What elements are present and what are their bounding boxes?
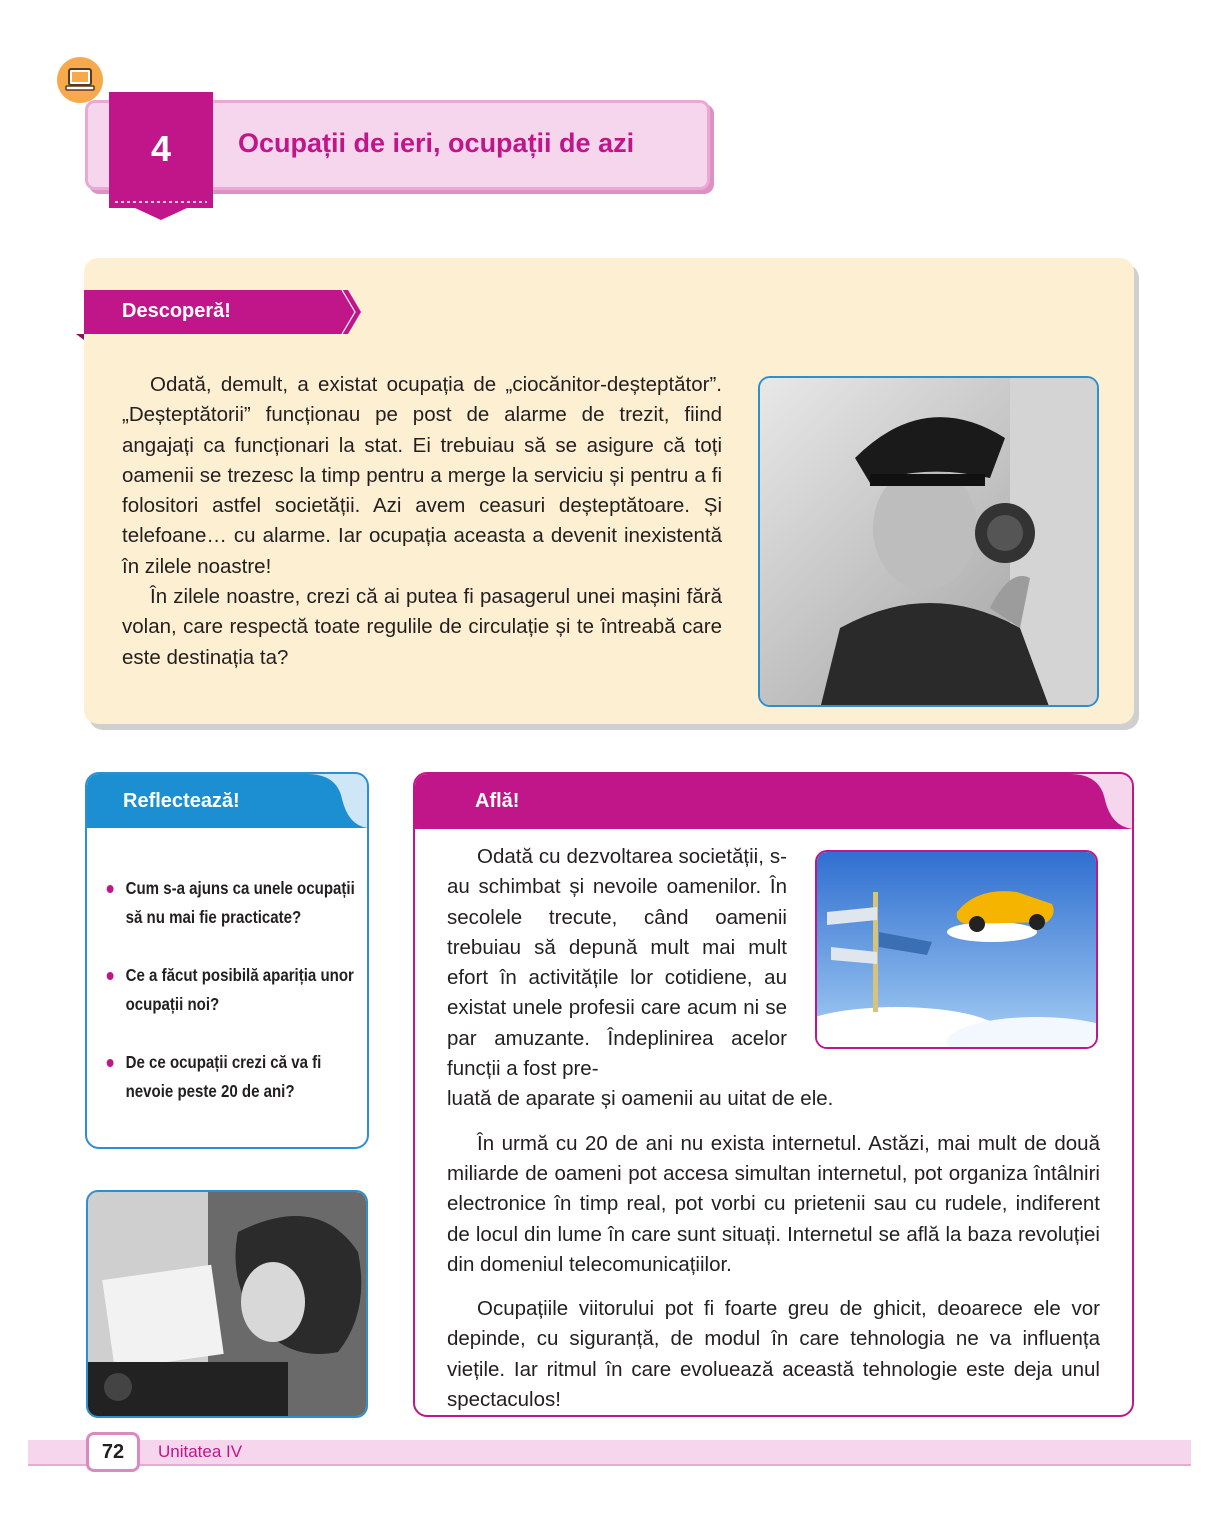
discover-text — [122, 370, 722, 673]
list-item: Cum s-a ajuns ca unele ocupații să nu mai fie practicate? — [117, 874, 358, 932]
photo-alarm-clerk — [758, 376, 1099, 707]
computer-icon — [57, 57, 103, 103]
lesson-icon-badge — [57, 57, 103, 103]
chapter-number: 4 — [150, 128, 172, 169]
reflect-heading: Reflectează! — [123, 790, 240, 812]
learn-paragraph: În urmă cu 20 de ani nu exista internetul. Astăzi, mai mult de două miliarde de oameni pot accesa simultan internetul, pot organiza întâlniri electronice în timp real, pot vorbi cu prietenii sau cu rudele, indiferent de locul din lume în care sunt situați. Internetul se află la baza revoluției din domeniul telecomunicațiilor. — [447, 1131, 1100, 1276]
discover-paragraph: Odată, demult, a existat ocupația de „ciocănitor-deșteptător”.„Deșteptătorii” funcționau pe post de alarme de trezit, fiind angajați ca funcționari la stat. Ei trebuiau să se asigure că toți oamenii se trezesc la timp pentru a merge la serviciu și pentru a fi folositori astfel societății. Azi avem ceasuri deșteptătoare. Și telefoane… cu alarme. Iar ocupația aceasta a devenit inexistentă în zilele noastre! — [122, 373, 722, 578]
learn-heading: Află! — [475, 790, 520, 812]
lesson-title: Ocupații de ieri, ocupații de azi — [238, 128, 635, 158]
reflect-box — [85, 772, 369, 1149]
bullet-icon — [107, 1059, 114, 1067]
learn-paragraph: Odată cu dezvoltarea societății, s-au schimbat și nevoile oamenilor. În secolele trecute, când oamenii trebuiau să depună mult mai mult efort în activitățile lor cotidiene, au existat unele profesii care acum ni se par amuzante. Îndeplinirea acelor funcții a fost pre- — [447, 845, 787, 1081]
list-item: Ce a făcut posibilă apariția unor ocupații noi? — [117, 961, 358, 1019]
learn-text — [447, 842, 1100, 1429]
page-number: 72 — [86, 1432, 140, 1472]
discover-heading: Descoperă! — [122, 300, 231, 322]
learn-header — [415, 774, 1132, 829]
list-item: De ce ocupații crezi că va fi nevoie peste 20 de ani? — [117, 1048, 358, 1106]
reflect-question-list — [117, 874, 357, 1135]
bullet-icon — [107, 885, 114, 893]
learn-paragraph-continuation: luată de aparate și oamenii au uitat de ele. — [447, 1087, 834, 1111]
unit-label: Unitatea IV — [158, 1442, 243, 1461]
photo-typist — [86, 1190, 368, 1418]
discover-paragraph: În zilele noastre, crezi că ai putea fi pasagerul unei mașini fără volan, care respectă toate regulile de circulație și te întreabă care este destinația ta? — [122, 585, 722, 669]
bullet-icon — [107, 972, 114, 980]
learn-paragraph: Ocupațiile viitorului pot fi foarte greu de ghicit, deoarece ele vor depinde, cu siguranță, de modul în care tehnologia ne va influența viețile. Iar ritmul în care evoluează această tehnologie este deja unul spectaculos! — [447, 1297, 1100, 1412]
